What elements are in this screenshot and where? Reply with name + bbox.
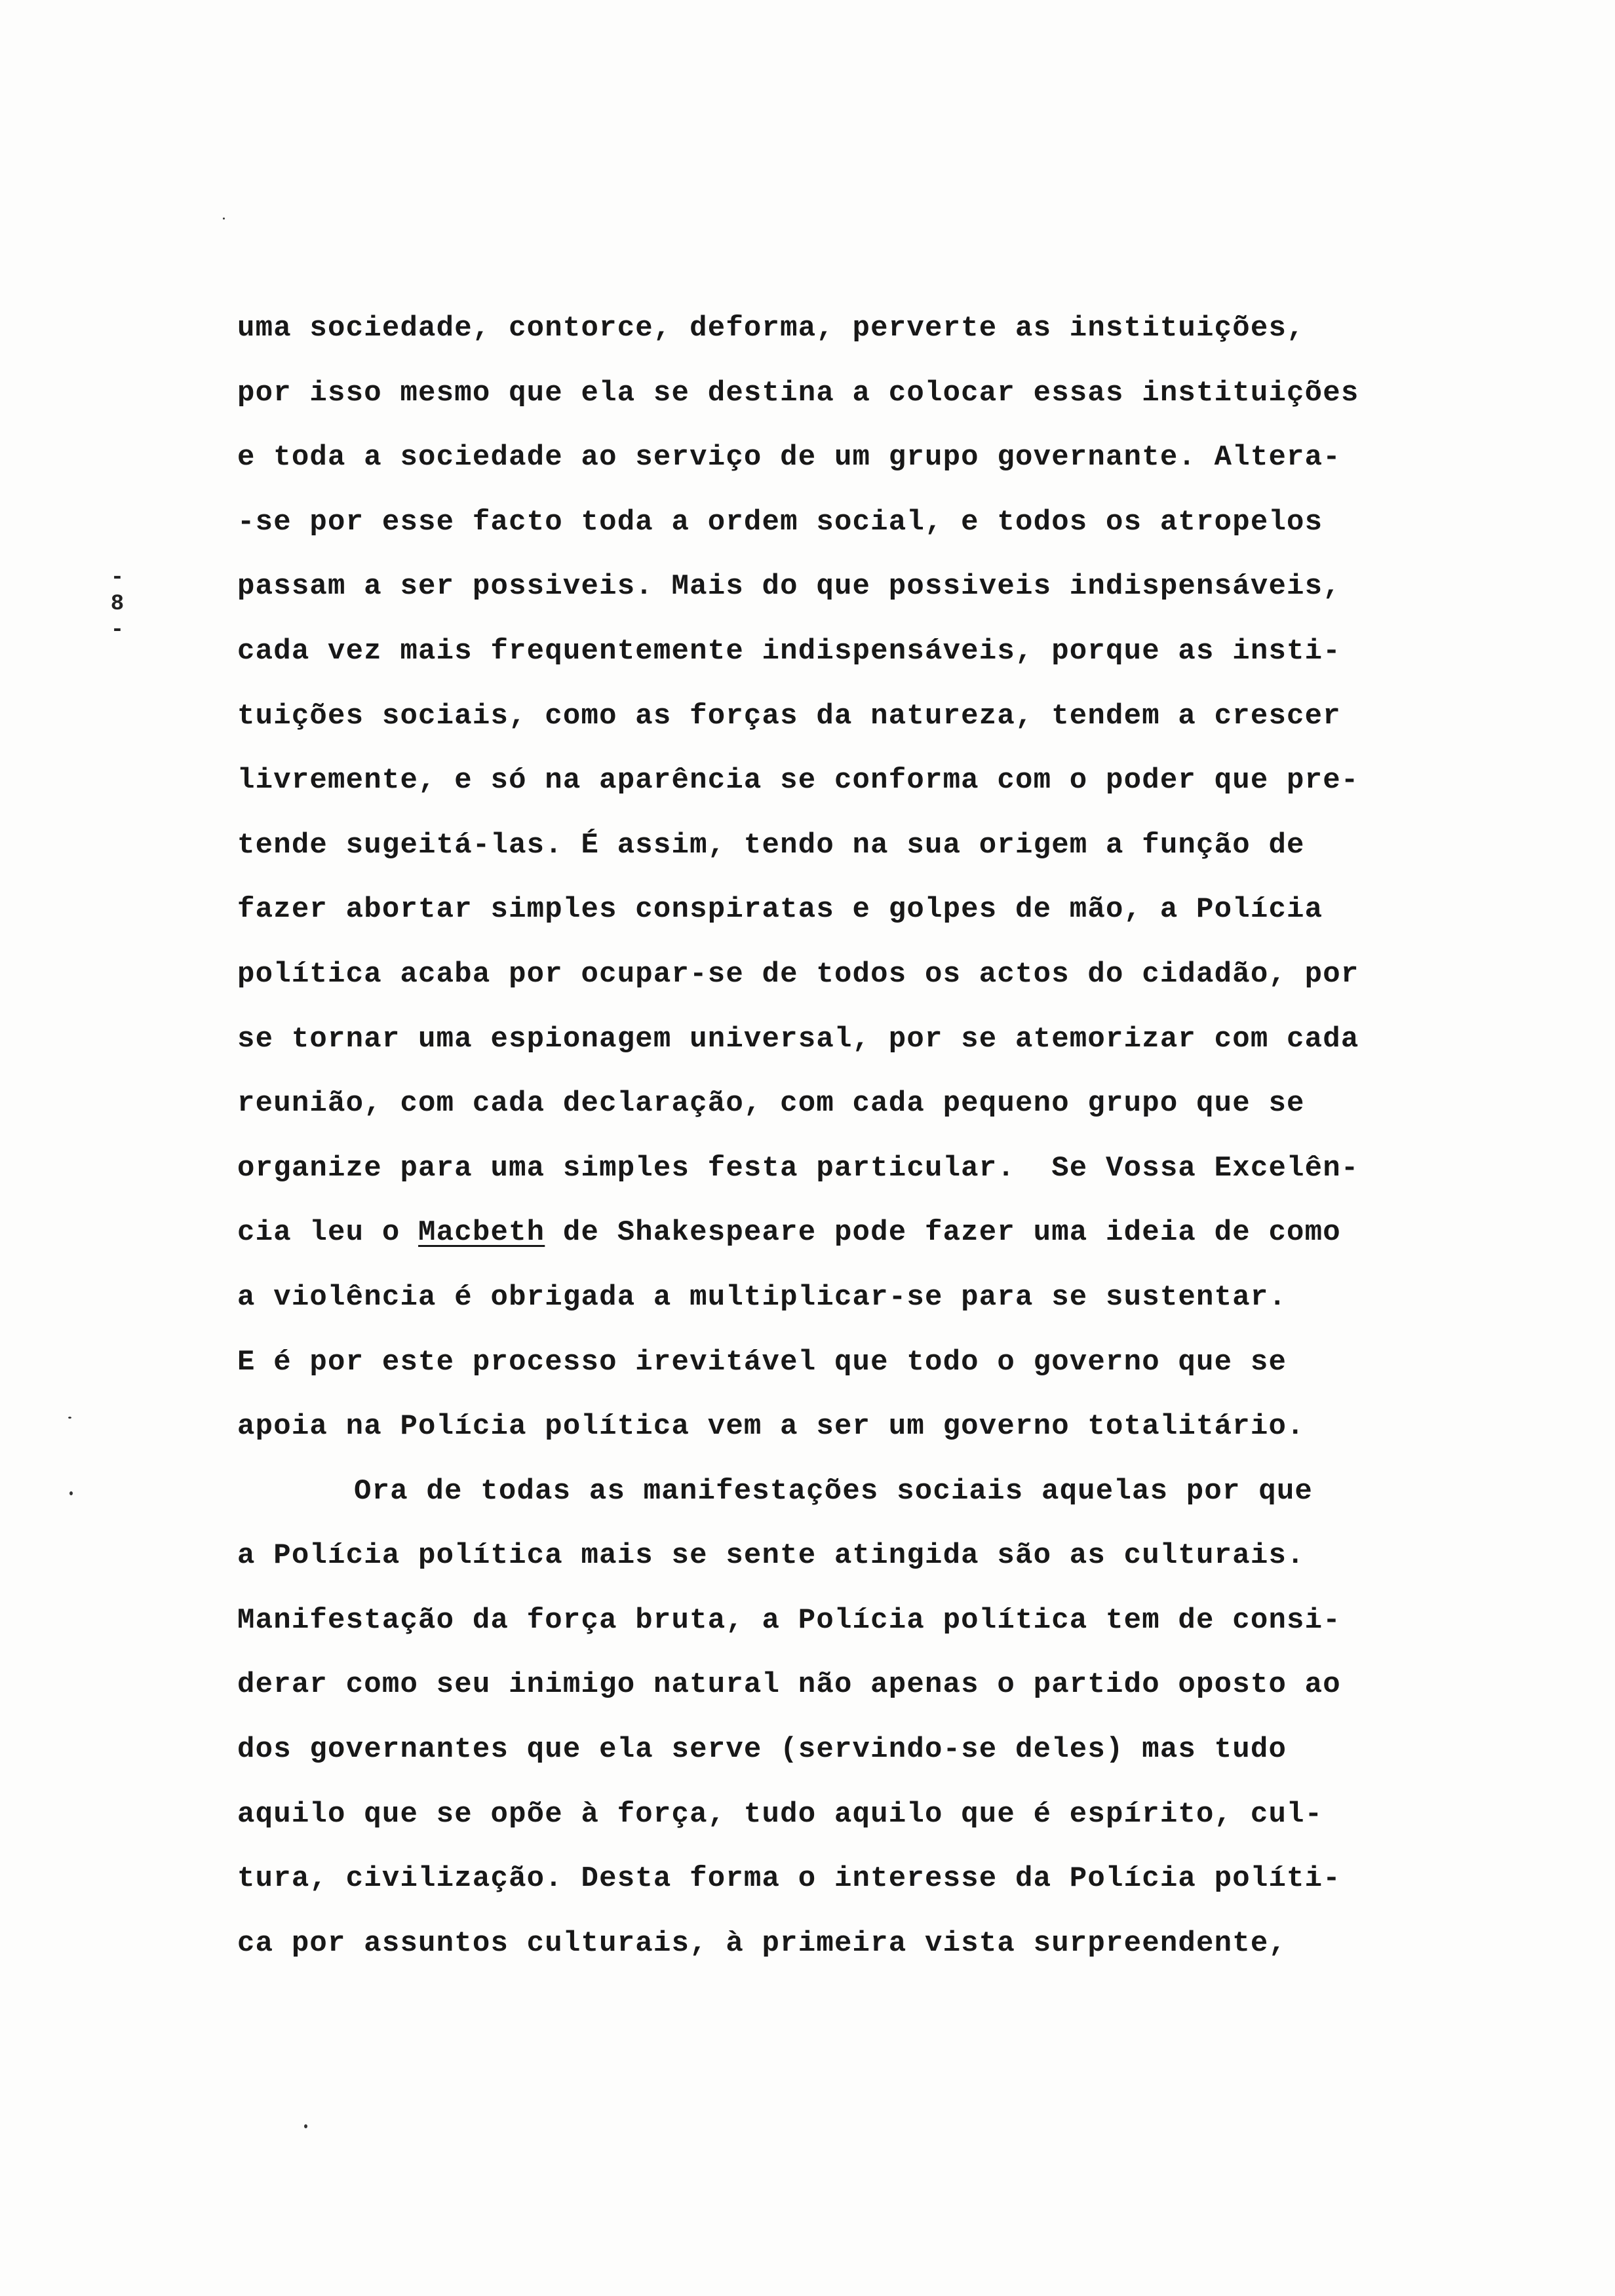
text-line: cada vez mais frequentemente indispensáveis, porque as insti- [237,634,1341,668]
text-line: aquilo que se opõe à força, tudo aquilo que é espírito, cul- [237,1797,1323,1831]
margin-dash-top: - [110,565,125,590]
text-line-end: de Shakespeare pode fazer uma ideia de como [545,1216,1341,1250]
paragraph-start-line: Ora de todas as manifestações sociais aquelas por que [354,1474,1313,1508]
text-line-macbeth [237,1200,1483,1265]
text-line: apoia na Polícia política vem a ser um governo totalitário. [237,1410,1305,1444]
text-line: fazer abortar simples conspiratas e golpes de mão, a Polícia [237,893,1323,927]
ink-speck [69,1491,73,1495]
text-line: a violência é obrigada a multiplicar-se para se sustentar. [237,1280,1287,1314]
text-line: -se por esse facto toda a ordem social, e todos os atropelos [237,505,1323,539]
text-line: tuições sociais, como as forças da natureza, tendem a crescer [237,699,1341,733]
text-line: Manifestação da força bruta, a Polícia política tem de consi- [237,1603,1341,1637]
ink-speck [223,218,225,220]
text-line: uma sociedade, contorce, deforma, perverte as instituições, [237,312,1305,345]
page-number-mark [110,565,125,643]
text-line: política acaba por ocupar-se de todos os actos do cidadão, por [237,957,1359,991]
text-line: a Polícia política mais se sente atingida são as culturais. [237,1539,1305,1573]
text-line: e toda a sociedade ao serviço de um grupo governante. Altera- [237,441,1341,474]
text-line: tura, civilização. Desta forma o interesse da Polícia políti- [237,1862,1341,1896]
ink-speck [304,2124,307,2128]
text-line: organize para uma simples festa particular. Se Vossa Excelên- [237,1151,1359,1185]
text-line-start: cia leu o [237,1216,419,1250]
text-line: por isso mesmo que ela se destina a colocar essas instituições [237,376,1359,410]
text-line: passam a ser possiveis. Mais do que possiveis indispensáveis, [237,570,1341,603]
text-line: E é por este processo irevitável que todo o governo que se [237,1345,1287,1379]
text-line: reunião, com cada declaração, com cada pequeno grupo que se [237,1087,1305,1120]
text-line: dos governantes que ela serve (servindo-se deles) mas tudo [237,1733,1287,1767]
macbeth-title: Macbeth [418,1216,545,1250]
text-line: se tornar uma espionagem universal, por se atemorizar com cada [237,1022,1359,1056]
text-line: livremente, e só na aparência se conforma com o poder que pre- [237,764,1359,797]
page-number: 8 [110,592,125,617]
body-text [237,296,1483,1976]
text-line: ca por assuntos culturais, à primeira vista surpreendente, [237,1926,1287,1960]
margin-dash-bottom: - [110,618,125,643]
ink-speck [68,1417,71,1419]
text-line: tende sugeitá-las. É assim, tendo na sua origem a função de [237,828,1305,862]
text-line: derar como seu inimigo natural não apenas o partido oposto ao [237,1668,1341,1702]
